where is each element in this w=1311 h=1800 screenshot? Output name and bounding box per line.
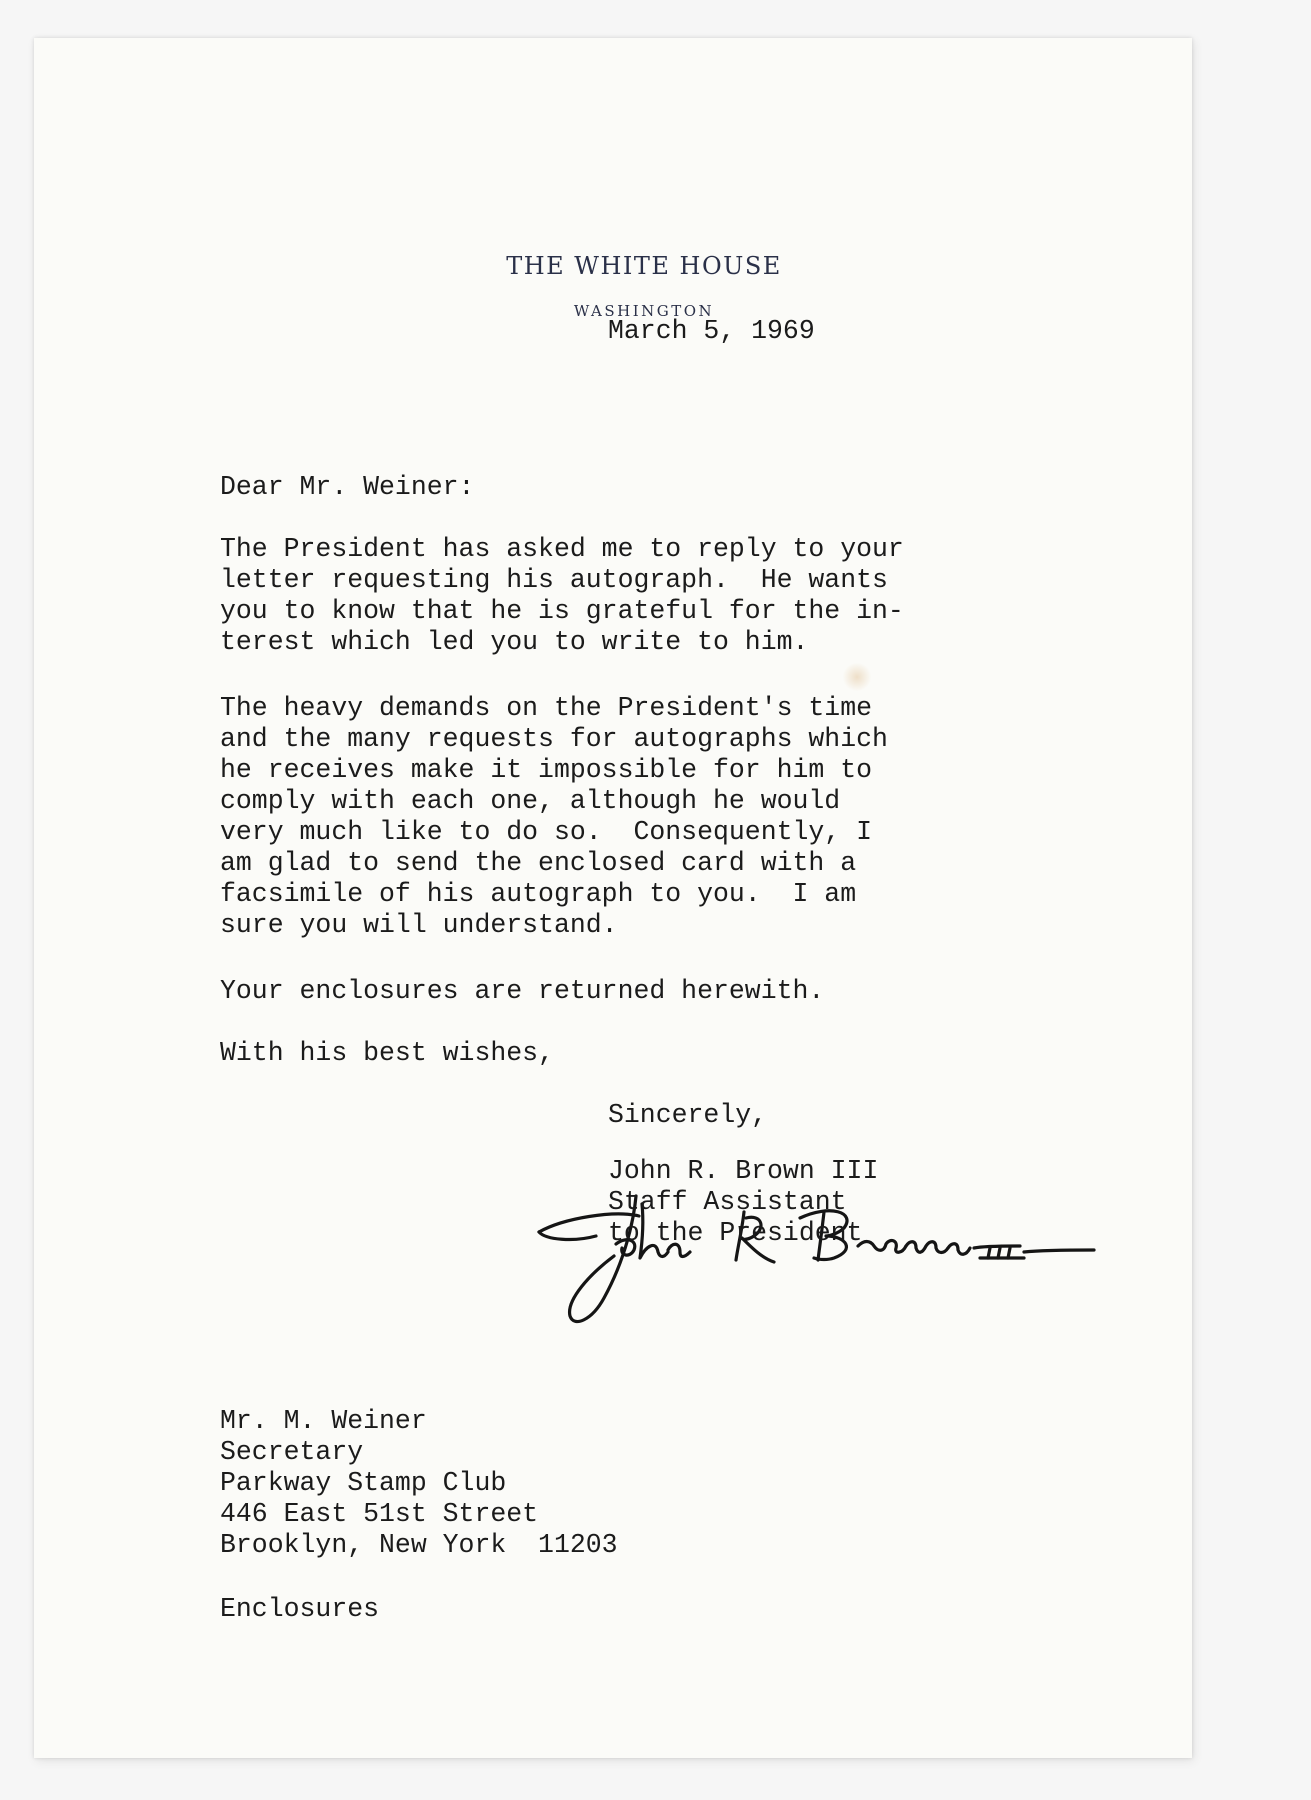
paragraph-line: letter requesting his autograph. He wants <box>220 565 888 595</box>
signer-title-line-1: Staff Assistant <box>608 1187 847 1217</box>
paragraph-line: am glad to send the enclosed card with a <box>220 848 857 878</box>
paragraph-line: The President has asked me to reply to your <box>220 534 904 564</box>
paragraph-line: he receives make it impossible for him to <box>220 755 873 785</box>
address-line: Mr. M. Weiner <box>220 1406 427 1436</box>
letterhead-subtitle: WASHINGTON <box>573 302 715 320</box>
paragraph-line: The heavy demands on the President's time <box>220 693 873 723</box>
paragraph-3: Your enclosures are returned herewith. <box>220 976 825 1006</box>
paragraph-line: sure you will understand. <box>220 910 618 940</box>
closing: Sincerely, <box>608 1100 768 1130</box>
signer-name: John R. Brown III <box>608 1156 879 1186</box>
recipient-address <box>220 1406 618 1561</box>
paragraph-line: comply with each one, although he would <box>220 786 841 816</box>
salutation: Dear Mr. Weiner: <box>220 472 475 502</box>
address-line: Parkway Stamp Club <box>220 1468 507 1498</box>
address-line: Secretary <box>220 1437 364 1467</box>
paragraph-line: and the many requests for autographs which <box>220 724 888 754</box>
signer-title-line-2: to the President <box>608 1218 863 1248</box>
paragraph-4: With his best wishes, <box>220 1038 554 1068</box>
paragraph-1 <box>220 534 904 658</box>
paragraph-line: terest which led you to write to him. <box>220 627 809 657</box>
enclosures-note: Enclosures <box>220 1594 380 1624</box>
paragraph-line: very much like to do so. Consequently, I <box>220 817 873 847</box>
paragraph-line: you to know that he is grateful for the in- <box>220 596 904 626</box>
address-line: 446 East 51st Street <box>220 1499 539 1529</box>
address-line: Brooklyn, New York 11203 <box>220 1530 618 1560</box>
paper-stain <box>842 663 872 691</box>
paragraph-2 <box>220 693 888 941</box>
letterhead-title: THE WHITE HOUSE <box>506 252 782 280</box>
letter-page <box>34 38 1192 1758</box>
paragraph-line: facsimile of his autograph to you. I am <box>220 879 857 909</box>
letter-date: March 5, 1969 <box>608 316 815 346</box>
